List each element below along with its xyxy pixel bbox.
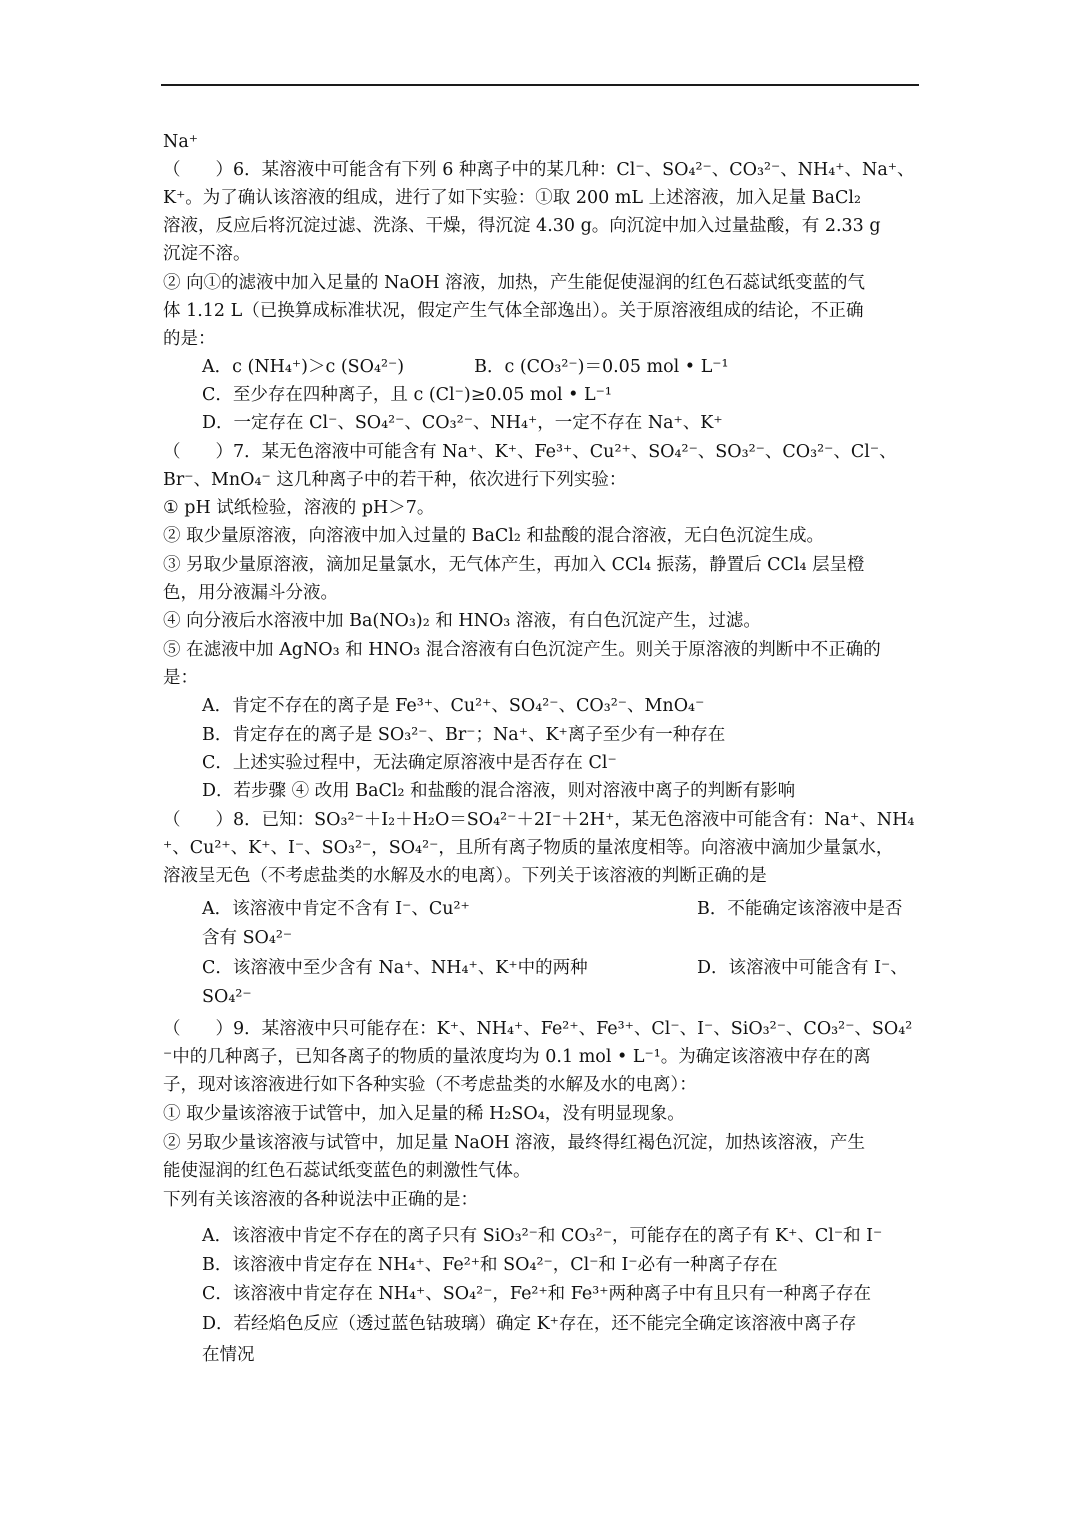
option-d: D．该溶液中可能含有 I⁻、	[697, 958, 908, 978]
question-6-stem: （ ）6．某溶液中可能含有下列 6 种离子中的某几种：Cl⁻、SO₄²⁻、CO₃²⁻、NH₄⁺、Na⁺、	[163, 160, 915, 180]
text-line: 含有 SO₄²⁻	[202, 928, 293, 948]
option-d: D．若步骤 ④ 改用 BaCl₂ 和盐酸的混合溶液，则对溶液中离子的判断有影响	[202, 781, 796, 801]
text-line: 沉淀不溶。	[163, 244, 251, 264]
text-line: 色，用分液漏斗分液。	[163, 583, 338, 603]
step-1: ① 取少量该溶液于试管中，加入足量的稀 H₂SO₄，没有明显现象。	[163, 1104, 685, 1124]
option-b: B．肯定存在的离子是 SO₃²⁻、Br⁻；Na⁺、K⁺离子至少有一种存在	[202, 725, 726, 745]
text-line: 溶液呈无色（不考虑盐类的水解及水的电离）。下列关于该溶液的判断正确的是	[163, 866, 767, 886]
text-line: K⁺。为了确认该溶液的组成，进行了如下实验：①取 200 mL 上述溶液，加入足量 BaCl₂	[163, 188, 861, 208]
text-line: 下列有关该溶液的各种说法中正确的是：	[163, 1190, 478, 1210]
text-line: ② 向①的滤液中加入足量的 NaOH 溶液，加热，产生能促使湿润的红色石蕊试纸变蓝的气	[163, 273, 866, 293]
text-line: 子，现对该溶液进行如下各种实验（不考虑盐类的水解及水的电离）：	[163, 1075, 697, 1095]
question-7-stem: （ ）7．某无色溶液中可能含有 Na⁺、K⁺、Fe³⁺、Cu²⁺、SO₄²⁻、SO₃²⁻、CO₃²⁻、Cl⁻、	[163, 442, 897, 462]
text-line: SO₄²⁻	[202, 987, 252, 1007]
option-a: A．肯定不存在的离子是 Fe³⁺、Cu²⁺、SO₄²⁻、CO₃²⁻、MnO₄⁻	[202, 696, 705, 716]
text-line: ⁺、Cu²⁺、K⁺、I⁻、SO₃²⁻，SO₄²⁻，且所有离子物质的量浓度相等。向溶液中滴加少量氯水，	[163, 838, 894, 858]
step-1: ① pH 试纸检验，溶液的 pH＞7。	[163, 498, 435, 518]
text-line: 的是：	[163, 329, 216, 349]
text-line: 能使湿润的红色石蕊试纸变蓝色的刺激性气体。	[163, 1161, 531, 1181]
text-line: 是：	[163, 668, 198, 688]
step-4: ④ 向分液后水溶液中加 Ba(NO₃)₂ 和 HNO₃ 溶液，有白色沉淀产生，过滤。	[163, 611, 761, 631]
text-line: Br⁻、MnO₄⁻ 这几种离子中的若干种，依次进行下列实验：	[163, 470, 627, 490]
option-c: C．该溶液中至少含有 Na⁺、NH₄⁺、K⁺中的两种	[202, 958, 588, 978]
step-5: ⑤ 在滤液中加 AgNO₃ 和 HNO₃ 混合溶液有白色沉淀产生。则关于原溶液的判断中不正确的	[163, 640, 881, 660]
option-a: A．该溶液中肯定不存在的离子只有 SiO₃²⁻和 CO₃²⁻，可能存在的离子有 K⁺、Cl⁻和 I⁻	[202, 1226, 883, 1246]
option-c: C．上述实验过程中，无法确定原溶液中是否存在 Cl⁻	[202, 753, 617, 773]
option-d: D．若经焰色反应（透过蓝色钴玻璃）确定 K⁺存在，还不能完全确定该溶液中离子存	[202, 1314, 857, 1334]
option-b: B．该溶液中肯定存在 NH₄⁺、Fe²⁺和 SO₄²⁻，Cl⁻和 I⁻必有一种离子存在	[202, 1255, 778, 1275]
option-d: D．一定存在 Cl⁻、SO₄²⁻、CO₃²⁻、NH₄⁺，一定不存在 Na⁺、K⁺	[202, 413, 723, 433]
option-c: C．该溶液中肯定存在 NH₄⁺、SO₄²⁻，Fe²⁺和 Fe³⁺两种离子中有且只有一种离子存在	[202, 1284, 872, 1304]
step-2: ② 另取少量该溶液与试管中，加足量 NaOH 溶液，最终得红褐色沉淀，加热该溶液，产生	[163, 1133, 866, 1153]
question-8-stem: （ ）8．已知：SO₃²⁻＋I₂＋H₂O＝SO₄²⁻＋2I⁻＋2H⁺，某无色溶液中可能含有：Na⁺、NH₄	[163, 810, 915, 830]
text-line: ⁻中的几种离子，已知各离子的物质的量浓度均为 0.1 mol • L⁻¹。为确定该溶液中存在的离	[163, 1047, 871, 1067]
option-b: B．不能确定该溶液中是否	[697, 899, 903, 919]
text-line: 在情况	[202, 1345, 255, 1365]
text-line: 体 1.12 L（已换算成标准状况，假定产生气体全部逸出）。关于原溶液组成的结论，不正确	[163, 301, 864, 321]
header-rule	[161, 84, 919, 86]
text-line: 溶液，反应后将沉淀过滤、洗涤、干燥，得沉淀 4.30 g。向沉淀中加入过量盐酸，有 2.33 g	[163, 216, 881, 236]
step-3: ③ 另取少量原溶液，滴加足量氯水，无气体产生，再加入 CCl₄ 振荡，静置后 CCl₄ 层呈橙	[163, 555, 865, 575]
option-a: A．c (NH₄⁺)＞c (SO₄²⁻) B．c (CO₃²⁻)＝0.05 mol • L⁻¹	[202, 357, 729, 377]
step-2: ② 取少量原溶液，向溶液中加入过量的 BaCl₂ 和盐酸的混合溶液，无白色沉淀生成。	[163, 526, 824, 546]
text-line: Na⁺	[163, 132, 198, 152]
question-9-stem: （ ）9．某溶液中只可能存在：K⁺、NH₄⁺、Fe²⁺、Fe³⁺、Cl⁻、I⁻、SiO₃²⁻、CO₃²⁻、SO₄²	[163, 1019, 913, 1039]
option-c: C．至少存在四种离子，且 c (Cl⁻)≥0.05 mol • L⁻¹	[202, 385, 612, 405]
option-a: A．该溶液中肯定不含有 I⁻、Cu²⁺	[202, 899, 470, 919]
